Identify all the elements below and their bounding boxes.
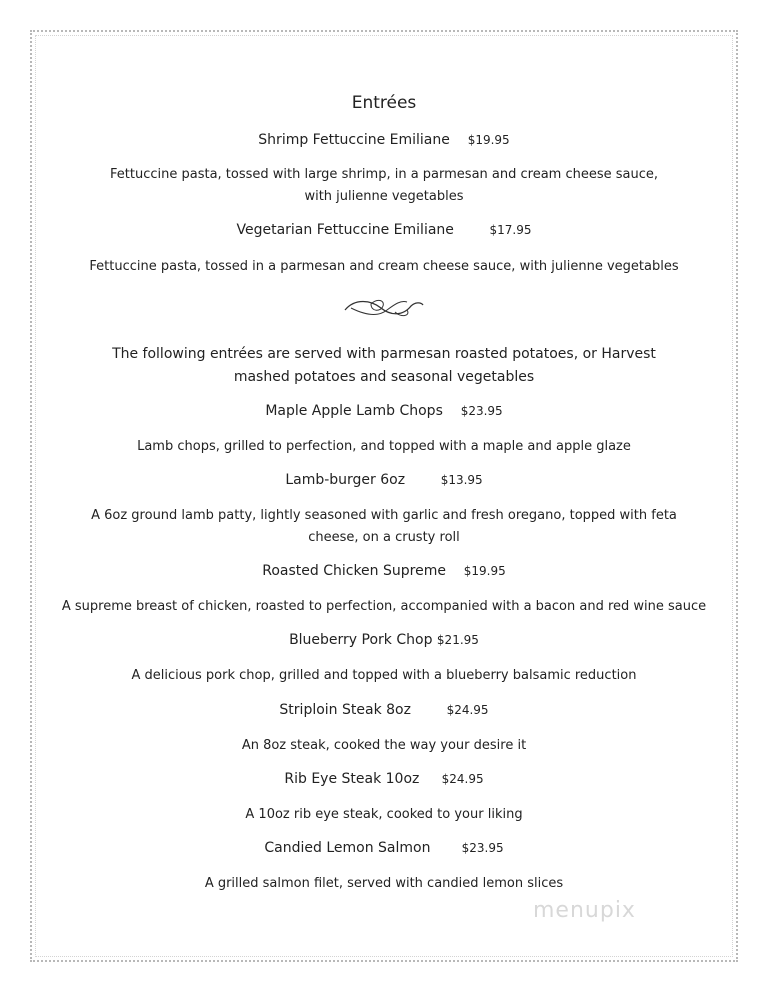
dish-title-line: [0, 403, 768, 419]
dish-name: Maple Apple Lamb Chops: [265, 403, 443, 419]
dish-name: Lamb-burger 6oz: [285, 472, 406, 488]
dish-description: A supreme breast of chicken, roasted to perfection, accompanied with a bacon and red wine sauce: [61, 599, 707, 614]
dish-price: $17.95: [489, 223, 532, 237]
dish-description: A 10oz rib eye steak, cooked to your liking: [245, 807, 523, 822]
dish-description: A delicious pork chop, grilled and topped with a blueberry balsamic reduction: [131, 668, 637, 683]
dish-name: Blueberry Pork Chop: [289, 632, 433, 648]
dish-name: Vegetarian Fettuccine Emiliane: [236, 222, 454, 238]
dish-name: Candied Lemon Salmon: [264, 840, 431, 856]
dish-price: $23.95: [461, 841, 504, 855]
dish-description: An 8oz steak, cooked the way your desire it: [241, 738, 527, 753]
dish-title-line: [0, 840, 768, 856]
dish-name: Shrimp Fettuccine Emiliane: [258, 132, 450, 148]
dish-description: A grilled salmon filet, served with candied lemon slices: [204, 876, 564, 891]
dish-description: Lamb chops, grilled to perfection, and topped with a maple and apple glaze: [137, 439, 631, 454]
dish-name: Roasted Chicken Supreme: [262, 563, 446, 579]
dish-name: Striploin Steak 8oz: [279, 702, 411, 718]
dish-description: Fettuccine pasta, tossed in a parmesan and cream cheese sauce, with julienne vegetables: [89, 259, 679, 274]
dish-price: $24.95: [441, 772, 484, 786]
dish-price: $24.95: [446, 703, 489, 717]
dish-price: $13.95: [440, 473, 483, 487]
dish-name: Rib Eye Steak 10oz: [284, 771, 420, 787]
dish-description: A 6oz ground lamb patty, lightly seasoned with garlic and fresh oregano, topped with feta cheese, on a crusty roll: [91, 508, 677, 545]
flourish-divider-icon: [0, 294, 768, 326]
section-title: Entrées: [351, 93, 417, 113]
dish-title-line: [0, 563, 768, 579]
dish-title-line: [0, 702, 768, 718]
dish-title-line: [0, 632, 768, 648]
dish-title-line: [0, 771, 768, 787]
dish-title-line: [0, 472, 768, 488]
dish-price: $19.95: [463, 564, 506, 578]
dish-price: $19.95: [467, 133, 510, 147]
dish-description: Fettuccine pasta, tossed with large shrimp, in a parmesan and cream cheese sauce, with julienne vegetables: [110, 167, 658, 204]
watermark-logo: menupix: [533, 898, 636, 923]
dish-price: $23.95: [460, 404, 503, 418]
entrees-intro: The following entrées are served with parmesan roasted potatoes, or Harvest mashed potatoes and seasonal vegetables: [112, 346, 656, 385]
dish-title-line: [0, 132, 768, 148]
dish-title-line: [0, 222, 768, 238]
dish-price: $21.95: [436, 633, 479, 647]
